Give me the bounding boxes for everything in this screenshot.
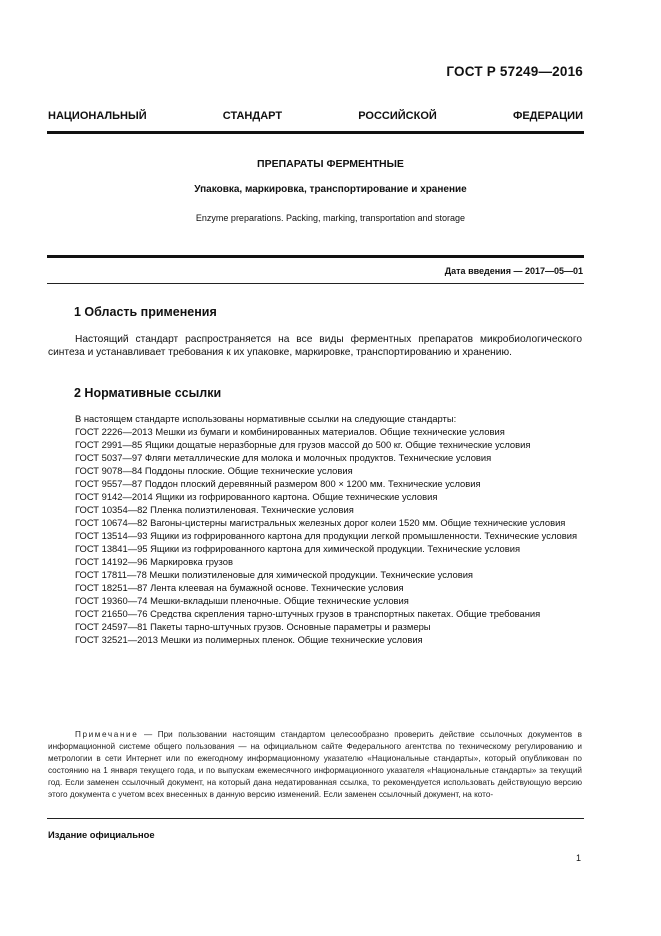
reference-item: ГОСТ 9557—87 Поддон плоский деревянный размером 800 × 1200 мм. Технические условия [75, 478, 481, 489]
reference-item: ГОСТ 14192—96 Маркировка грузов [75, 556, 233, 567]
date-divider [47, 283, 584, 284]
section-1-text: Настоящий стандарт распространяется на все виды ферментных препаратов микробиологического синтеза и устанавливает требования к их упаковке, маркировке, транспортированию и хранению. [48, 334, 582, 358]
section-1-heading: 1 Область применения [74, 305, 217, 319]
banner-word: НАЦИОНАЛЬНЫЙ [48, 110, 147, 122]
title-divider [47, 255, 584, 258]
reference-item: ГОСТ 2991—85 Ящики дощатые неразборные для грузов массой до 500 кг. Общие технические условия [75, 439, 531, 450]
note-label: Примечание [75, 730, 139, 739]
reference-item: ГОСТ 5037—97 Фляги металлические для молока и молочных продуктов. Технические условия [75, 452, 492, 463]
document-title: ПРЕПАРАТЫ ФЕРМЕНТНЫЕ [257, 158, 404, 170]
reference-item: ГОСТ 21650—76 Средства скрепления тарно-штучных грузов в транспортных пакетах. Общие требования [75, 608, 541, 619]
reference-item: ГОСТ 10674—82 Вагоны-цистерны магистральных железных дорог колеи 1520 мм. Общие технические условия [75, 517, 566, 528]
references-note [48, 729, 582, 801]
document-subtitle: Упаковка, маркировка, транспортирование и хранение [194, 184, 467, 195]
document-code: ГОСТ Р 57249—2016 [446, 64, 583, 79]
page-number: 1 [575, 853, 581, 863]
national-standard-banner [48, 110, 583, 122]
banner-word: СТАНДАРТ [222, 110, 283, 122]
reference-item: ГОСТ 9142—2014 Ящики из гофрированного картона. Общие технические условия [75, 491, 438, 502]
reference-item: ГОСТ 13841—95 Ящики из гофрированного картона для химической продукции. Технические условия [75, 543, 521, 554]
footer-divider [47, 818, 584, 819]
english-title: Enzyme preparations. Packing, marking, transportation and storage [195, 213, 466, 223]
reference-item: ГОСТ 24597—81 Пакеты тарно-штучных грузов. Основные параметры и размеры [75, 621, 431, 632]
banner-word: РОССИЙСКОЙ [358, 110, 437, 122]
banner-word: ФЕДЕРАЦИИ [512, 110, 583, 122]
reference-item: ГОСТ 18251—87 Лента клеевая на бумажной основе. Технические условия [75, 582, 404, 593]
introduction-date: Дата введения — 2017—05—01 [444, 266, 583, 276]
references-list [48, 412, 582, 646]
section-2-heading: 2 Нормативные ссылки [74, 386, 222, 400]
note-text: — При пользовании настоящим стандартом целесообразно проверить действие ссылочных документов в информационной системе общего пользования — на официальном сайте Федерального агентства по техническому регулированию и метрологии в сети Интернет или по ежегодному информационному указателю «Национальные стандарты», который опубликован по состоянию на 1 января текущего года, и по выпускам ежемесячного информационного указателя «Национальные стандарты» за текущий год. Если заменен ссылочный документ, на который дана недатированная ссылка, то рекомендуется использовать действующую версию этого документа с учетом всех внесенных в данную версию изменений. Если заменен ссылочный документ, на кото- [48, 730, 582, 799]
reference-item: ГОСТ 13514—93 Ящики из гофрированного картона для продукции легкой промышленности. Технические условия [75, 530, 578, 541]
reference-item: ГОСТ 10354—82 Пленка полиэтиленовая. Технические условия [75, 504, 354, 515]
top-divider [47, 131, 584, 134]
reference-item: ГОСТ 32521—2013 Мешки из полимерных пленок. Общие технические условия [75, 634, 423, 645]
reference-item: ГОСТ 19360—74 Мешки-вкладыши пленочные. Общие технические условия [75, 595, 409, 606]
official-edition-label: Издание официальное [48, 829, 155, 840]
reference-item: ГОСТ 17811—78 Мешки полиэтиленовые для химической продукции. Технические условия [75, 569, 474, 580]
references-intro: В настоящем стандарте использованы нормативные ссылки на следующие стандарты: [75, 413, 457, 424]
reference-item: ГОСТ 9078—84 Поддоны плоские. Общие технические условия [75, 465, 353, 476]
reference-item: ГОСТ 2226—2013 Мешки из бумаги и комбинированных материалов. Общие технические условия [75, 426, 505, 437]
